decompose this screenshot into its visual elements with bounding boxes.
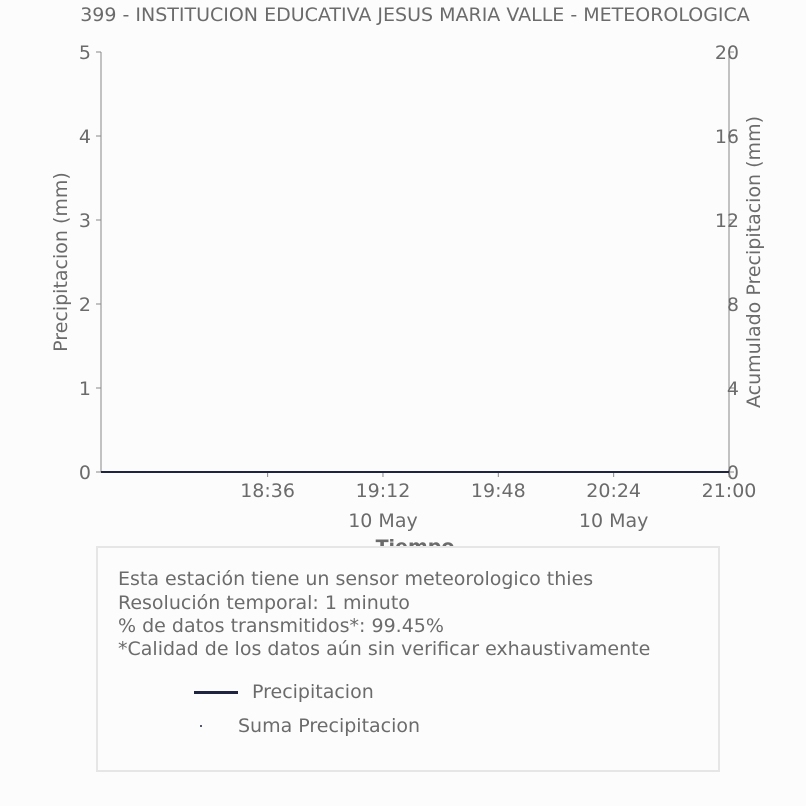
y2-tick-label: 12 xyxy=(714,210,739,232)
y2-tick-label: 8 xyxy=(726,294,739,316)
y2-axis-title: Acumulado Precipitacion (mm) xyxy=(743,116,765,408)
y2-tick-label: 0 xyxy=(726,462,739,484)
y-tick-label: 5 xyxy=(78,42,91,64)
plot-area xyxy=(79,42,756,532)
x-tick-sublabel: 10 May xyxy=(348,510,418,532)
legend-label-precipitacion: Precipitacion xyxy=(252,681,374,703)
x-tick-label: 18:36 xyxy=(240,480,295,502)
x-tick-label: 21:00 xyxy=(701,480,757,502)
x-tick-label: 19:12 xyxy=(355,480,411,502)
info-quality-note: *Calidad de los datos aún sin verificar exhaustivamente xyxy=(118,638,651,660)
x-tick-label: 19:48 xyxy=(470,480,526,502)
info-box xyxy=(96,546,720,772)
y2-tick-label: 16 xyxy=(714,126,739,148)
legend-line-swatch xyxy=(194,691,238,694)
y-tick-label: 2 xyxy=(78,294,91,316)
legend-label-suma: Suma Precipitacion xyxy=(238,715,421,737)
info-sensor: Esta estación tiene un sensor meteorologico thies xyxy=(118,568,594,590)
y-tick-label: 3 xyxy=(78,210,91,232)
chart-title: 399 - INSTITUCION EDUCATIVA JESUS MARIA VALLE - METEOROLOGICA xyxy=(80,4,750,26)
info-resolution: Resolución temporal: 1 minuto xyxy=(118,592,410,614)
y-tick-label: 0 xyxy=(78,462,91,484)
y-tick-label: 1 xyxy=(78,378,91,400)
legend-dot-swatch xyxy=(200,725,202,727)
x-tick-label: 20:24 xyxy=(586,480,642,502)
y2-tick-label: 20 xyxy=(714,42,739,64)
y-axis-title: Precipitacion (mm) xyxy=(50,172,72,352)
x-tick-sublabel: 10 May xyxy=(578,510,649,532)
y2-tick-label: 4 xyxy=(726,378,739,400)
y-tick-label: 4 xyxy=(78,126,91,148)
info-transmitted: % de datos transmitidos*: 99.45% xyxy=(118,615,444,637)
